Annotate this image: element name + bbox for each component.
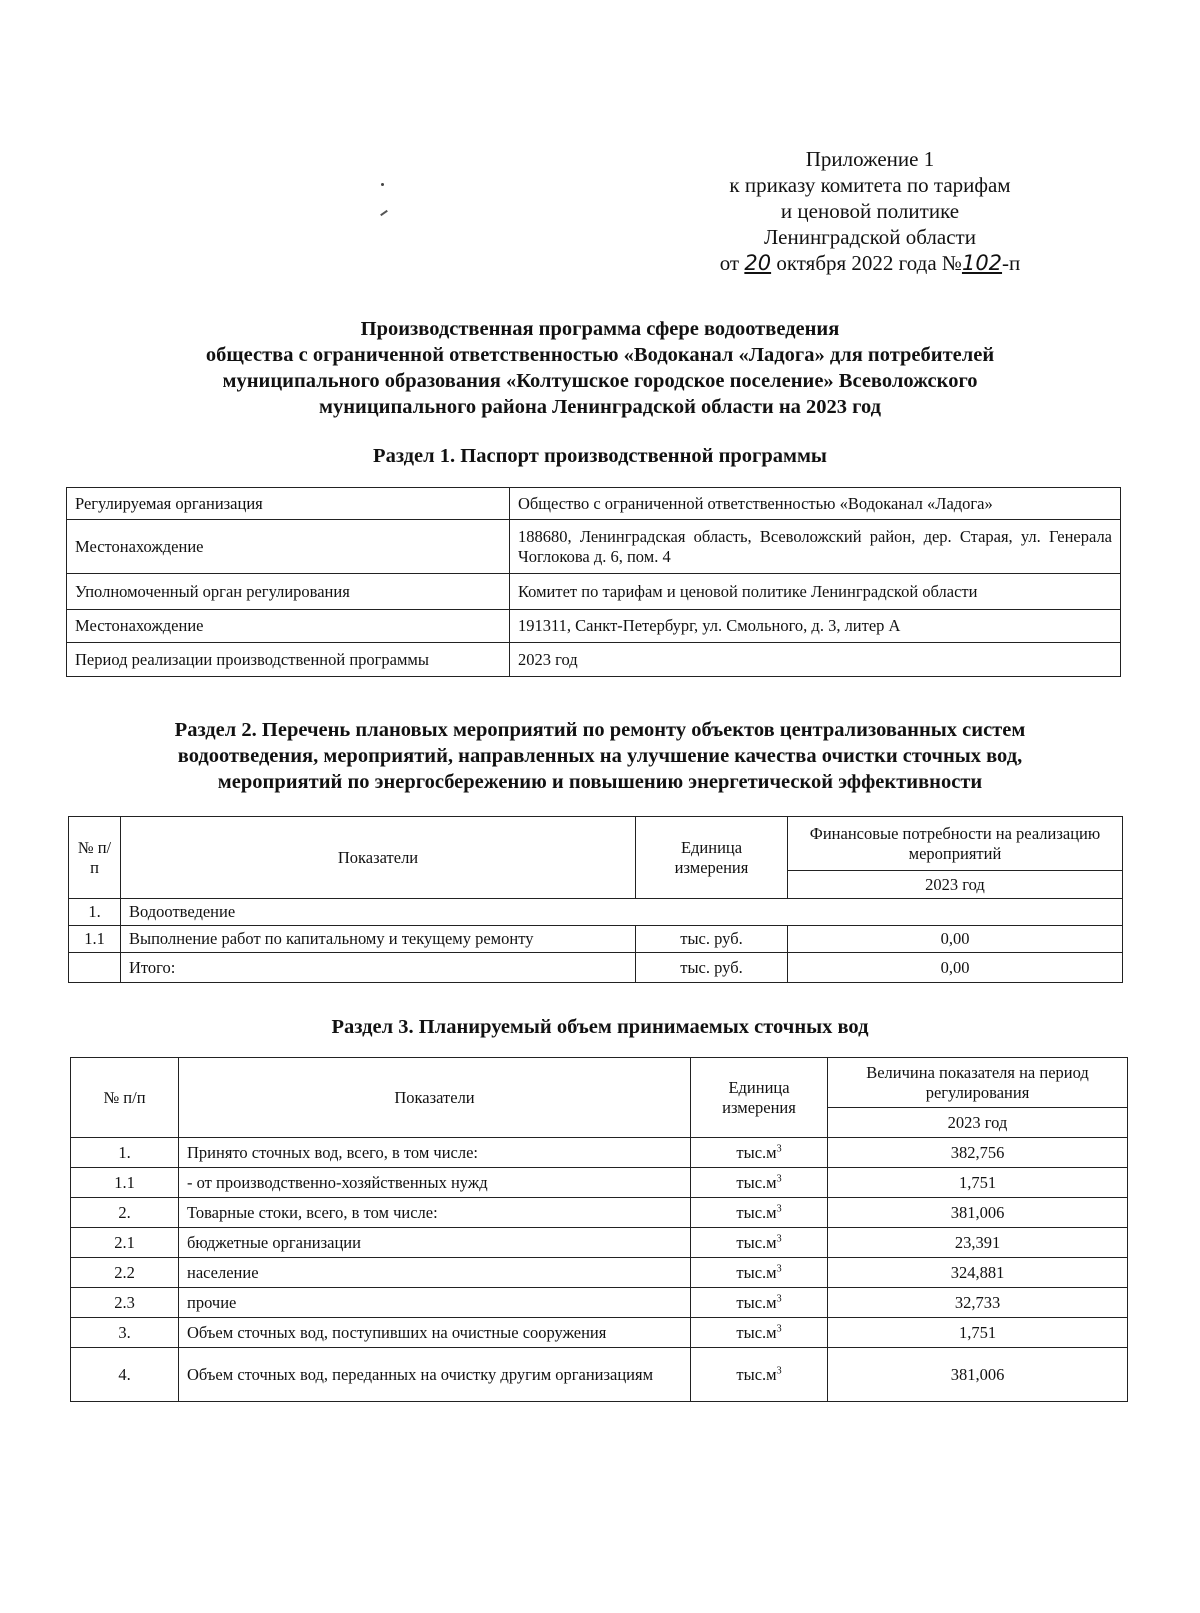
date-prefix: от — [719, 251, 740, 275]
row-label: - от производственно-хозяйственных нужд — [179, 1168, 691, 1198]
appendix-order-line — [680, 250, 1060, 276]
passport-value: 191311, Санкт-Петербург, ул. Смольного, д. 3, литер А — [510, 610, 1121, 643]
header-finance: Финансовые потребности на реализацию мероприятий — [788, 817, 1123, 871]
row-value: 0,00 — [788, 926, 1123, 953]
passport-label: Местонахождение — [67, 520, 510, 574]
section2-title-line-2: водоотведения, мероприятий, направленных на улучшение качества очистки сточных вод, — [177, 745, 1023, 767]
passport-label: Уполномоченный орган регулирования — [67, 574, 510, 610]
table-row — [71, 1168, 1128, 1198]
group-num: 1. — [69, 899, 121, 926]
row-label: Принято сточных вод, всего, в том числе: — [179, 1138, 691, 1168]
row-value: 23,391 — [828, 1228, 1128, 1258]
table-row — [71, 1318, 1128, 1348]
row-value: 1,751 — [828, 1168, 1128, 1198]
row-label: Итого: — [121, 953, 636, 983]
document-title — [100, 316, 1100, 420]
row-unit: тыс. руб. — [636, 926, 788, 953]
header-num: № п/п — [71, 1058, 179, 1138]
row-unit: $тыс.м^3$ — [691, 1168, 828, 1198]
title-line-2: общества с ограниченной ответственностью «Водоканал «Ладога» для потребителей — [205, 344, 995, 366]
row-unit: $тыс.м^3$ — [691, 1288, 828, 1318]
appendix-line-3: и ценовой политике — [780, 199, 960, 223]
passport-label: Период реализации производственной программы — [67, 643, 510, 677]
section2-title-line-1: Раздел 2. Перечень плановых мероприятий по ремонту объектов централизованных систем — [174, 719, 1026, 741]
title-line-3: муниципального образования «Колтушское городское поселение» Всеволожского — [222, 370, 978, 392]
row-num: 3. — [71, 1318, 179, 1348]
passport-table — [66, 487, 1121, 677]
wastewater-volume-table — [70, 1057, 1128, 1402]
row-unit: $тыс.м^3$ — [691, 1138, 828, 1168]
appendix-line-1: Приложение 1 — [805, 147, 935, 171]
row-value: 381,006 — [828, 1198, 1128, 1228]
header-row — [69, 817, 1123, 871]
table-row — [67, 610, 1121, 643]
table-row — [67, 643, 1121, 677]
table-row — [67, 520, 1121, 574]
row-num: 1.1 — [69, 926, 121, 953]
row-unit: тыс. руб. — [636, 953, 788, 983]
appendix-line-4: Ленинградской области — [764, 225, 976, 249]
row-num: 2. — [71, 1198, 179, 1228]
activities-table — [68, 816, 1123, 983]
row-value: 1,751 — [828, 1318, 1128, 1348]
table-row — [69, 926, 1123, 953]
header-indicator: Показатели — [121, 817, 636, 899]
header-year: 2023 год — [788, 871, 1123, 899]
header-year: 2023 год — [828, 1108, 1128, 1138]
row-label: бюджетные организации — [179, 1228, 691, 1258]
row-num: 2.3 — [71, 1288, 179, 1318]
section2-title-line-3: мероприятий по энергосбережению и повышению энергетической эффективности — [217, 771, 983, 793]
row-value: 0,00 — [788, 953, 1123, 983]
passport-value: 188680, Ленинградская область, Всеволожский район, дер. Старая, ул. Генерала Чоглокова д. 6, пом. 4 — [510, 520, 1121, 574]
row-num: 1.1 — [71, 1168, 179, 1198]
appendix-header — [680, 146, 1060, 276]
row-label: Товарные стоки, всего, в том числе: — [179, 1198, 691, 1228]
row-label: Объем сточных вод, поступивших на очистные сооружения — [179, 1318, 691, 1348]
section1-title: Раздел 1. Паспорт производственной программы — [373, 445, 827, 467]
row-unit: $тыс.м^3$ — [691, 1318, 828, 1348]
table-row — [71, 1288, 1128, 1318]
row-unit: $тыс.м^3$ — [691, 1348, 828, 1402]
passport-value: Комитет по тарифам и ценовой политике Ленинградской области — [510, 574, 1121, 610]
header-value: Величина показателя на период регулирования — [828, 1058, 1128, 1108]
header-row — [71, 1058, 1128, 1108]
table-row — [67, 488, 1121, 520]
passport-label: Регулируемая организация — [67, 488, 510, 520]
number-suffix: -п — [1002, 251, 1021, 275]
title-line-1: Производственная программа сфере водоотведения — [360, 318, 840, 340]
group-label: Водоотведение — [121, 899, 1123, 926]
passport-label: Местонахождение — [67, 610, 510, 643]
table-row — [71, 1138, 1128, 1168]
header-num: № п/п — [69, 817, 121, 899]
row-label: Выполнение работ по капитальному и текущему ремонту — [121, 926, 636, 953]
row-value: 382,756 — [828, 1138, 1128, 1168]
section3-title: Раздел 3. Планируемый объем принимаемых сточных вод — [331, 1016, 869, 1038]
row-value: 32,733 — [828, 1288, 1128, 1318]
row-num: 2.1 — [71, 1228, 179, 1258]
row-value: 381,006 — [828, 1348, 1128, 1402]
row-num: 4. — [71, 1348, 179, 1402]
appendix-line-2: к приказу комитета по тарифам — [729, 173, 1011, 197]
header-indicator: Показатели — [179, 1058, 691, 1138]
table-row — [69, 953, 1123, 983]
passport-value: 2023 год — [510, 643, 1121, 677]
table-row — [71, 1258, 1128, 1288]
title-line-4: муниципального района Ленинградской области на 2023 год — [319, 396, 881, 418]
row-num: 1. — [71, 1138, 179, 1168]
table-row — [71, 1228, 1128, 1258]
header-unit: Единица измерения — [691, 1058, 828, 1138]
row-unit: $тыс.м^3$ — [691, 1258, 828, 1288]
passport-value: Общество с ограниченной ответственностью «Водоканал «Ладога» — [510, 488, 1121, 520]
date-mid: октября 2022 года № — [776, 251, 962, 275]
table-row — [71, 1348, 1128, 1402]
row-unit: $тыс.м^3$ — [691, 1228, 828, 1258]
handwritten-day: 20 — [744, 251, 772, 275]
table-row — [67, 574, 1121, 610]
header-unit: Единица измерения — [636, 817, 788, 899]
row-label: прочие — [179, 1288, 691, 1318]
section2-title — [80, 717, 1120, 795]
row-num — [69, 953, 121, 983]
handwritten-number: 102 — [961, 251, 1003, 275]
row-num: 2.2 — [71, 1258, 179, 1288]
table-row — [69, 899, 1123, 926]
scan-mark — [380, 210, 388, 216]
scan-speck — [381, 183, 384, 186]
table-row — [71, 1198, 1128, 1228]
row-value: 324,881 — [828, 1258, 1128, 1288]
row-label: население — [179, 1258, 691, 1288]
row-unit: $тыс.м^3$ — [691, 1198, 828, 1228]
row-label: Объем сточных вод, переданных на очистку другим организациям — [179, 1348, 691, 1402]
